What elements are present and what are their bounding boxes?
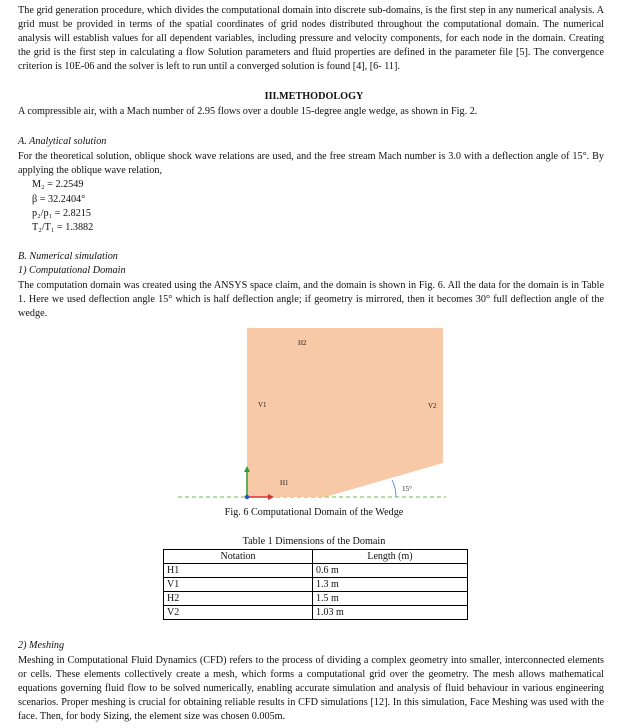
table-row xyxy=(164,564,468,578)
figure-caption: Fig. 6 Computational Domain of the Wedge xyxy=(224,507,404,518)
table-header-notation: Notation xyxy=(164,550,313,564)
computational-domain-paragraph: The computation domain was created using the ANSYS space claim, and the domain is shown in Fig. 6. All the data for the domain is in Table 1. Here we used deflection angle 15° which is half deflection angle; if geometry is mirrored, then it becomes 30° full deflection angle of the wedge. xyxy=(18,280,604,319)
computational-domain-heading: 1) Computational Domain xyxy=(18,265,126,276)
equation-beta: β = 32.2404° xyxy=(32,194,86,205)
table-cell-notation: V2 xyxy=(164,606,313,620)
angle-arc xyxy=(392,480,396,497)
label-v1: V1 xyxy=(258,401,267,409)
table-row xyxy=(164,578,468,592)
equation-temperature-ratio: T₂/T₁ = 1.3882 xyxy=(32,222,94,233)
table-cell-notation: H1 xyxy=(164,564,313,578)
equation-pressure-ratio: p₂/p₁ = 2.8215 xyxy=(32,208,91,219)
numerical-heading: B. Numerical simulation xyxy=(18,251,118,262)
meshing-paragraph: Meshing in Computational Fluid Dynamics (CFD) refers to the process of dividing a complex geometry into smaller, interconnected elements or cells. These elements collectively create a mesh, which forms a computational grid over the geometry. The mesh allows mathematical equations governing fluid flow to be solved numerically, enabling accurate simulation and analysis of fluid behaviour in various engineering scenarios. Proper meshing is crucial for obtaining reliable results in CFD simulations [12]. In this simulation, Face Meshing was used with the face. Then, for body Sizing, the element size was chosen 0.005m. xyxy=(18,655,604,722)
computational-domain-shape xyxy=(247,328,443,497)
table-cell-length: 1.03 m xyxy=(313,606,468,620)
label-h1: H1 xyxy=(280,479,289,487)
intro-paragraph: The grid generation procedure, which divides the computational domain into discrete sub-domains, is the first step in any numerical analysis. A grid must be provided in terms of the spatial coordinates of grid nodes distributed throughout the computational domain. The numerical analysis will establish values for all dependent variables, including pressure and velocity components, for each node in the domain. Creating the grid is the first step in calculating a flow Solution parameters and fluid properties are defined in the parameter file [5]. The convergence criterion is 10E-06 and the solver is left to run until a converged solution is found [4], [6- 11]. xyxy=(18,5,604,72)
table-cell-notation: V1 xyxy=(164,578,313,592)
table-caption: Table 1 Dimensions of the Domain xyxy=(242,536,386,547)
meshing-heading: 2) Meshing xyxy=(18,640,65,651)
methodology-paragraph: A compressible air, with a Mach number of 2.95 flows over a double 15-degree angle wedge, as shown in Fig. 2. xyxy=(18,106,478,117)
origin-point xyxy=(245,495,249,499)
label-v2: V2 xyxy=(428,402,437,410)
table-cell-length: 0.6 m xyxy=(313,564,468,578)
label-h2: H2 xyxy=(298,339,307,347)
table-row xyxy=(164,606,468,620)
equation-mach: M₂ = 2.2549 xyxy=(32,179,84,190)
analytical-heading: A. Analytical solution xyxy=(18,136,107,147)
label-angle: 15° xyxy=(402,485,412,493)
dimensions-table xyxy=(163,549,468,620)
analytical-paragraph: For the theoretical solution, oblique shock wave relations are used, and the free stream Mach number is 3.0 with a deflection angle of 15°. By applying the oblique wave relation, xyxy=(18,151,604,176)
table-row xyxy=(164,592,468,606)
table-cell-length: 1.5 m xyxy=(313,592,468,606)
methodology-heading: III.METHODOLOGY xyxy=(264,91,364,102)
wedge-domain-figure xyxy=(0,320,628,510)
table-cell-notation: H2 xyxy=(164,592,313,606)
table-header-length: Length (m) xyxy=(313,550,468,564)
table-cell-length: 1.3 m xyxy=(313,578,468,592)
